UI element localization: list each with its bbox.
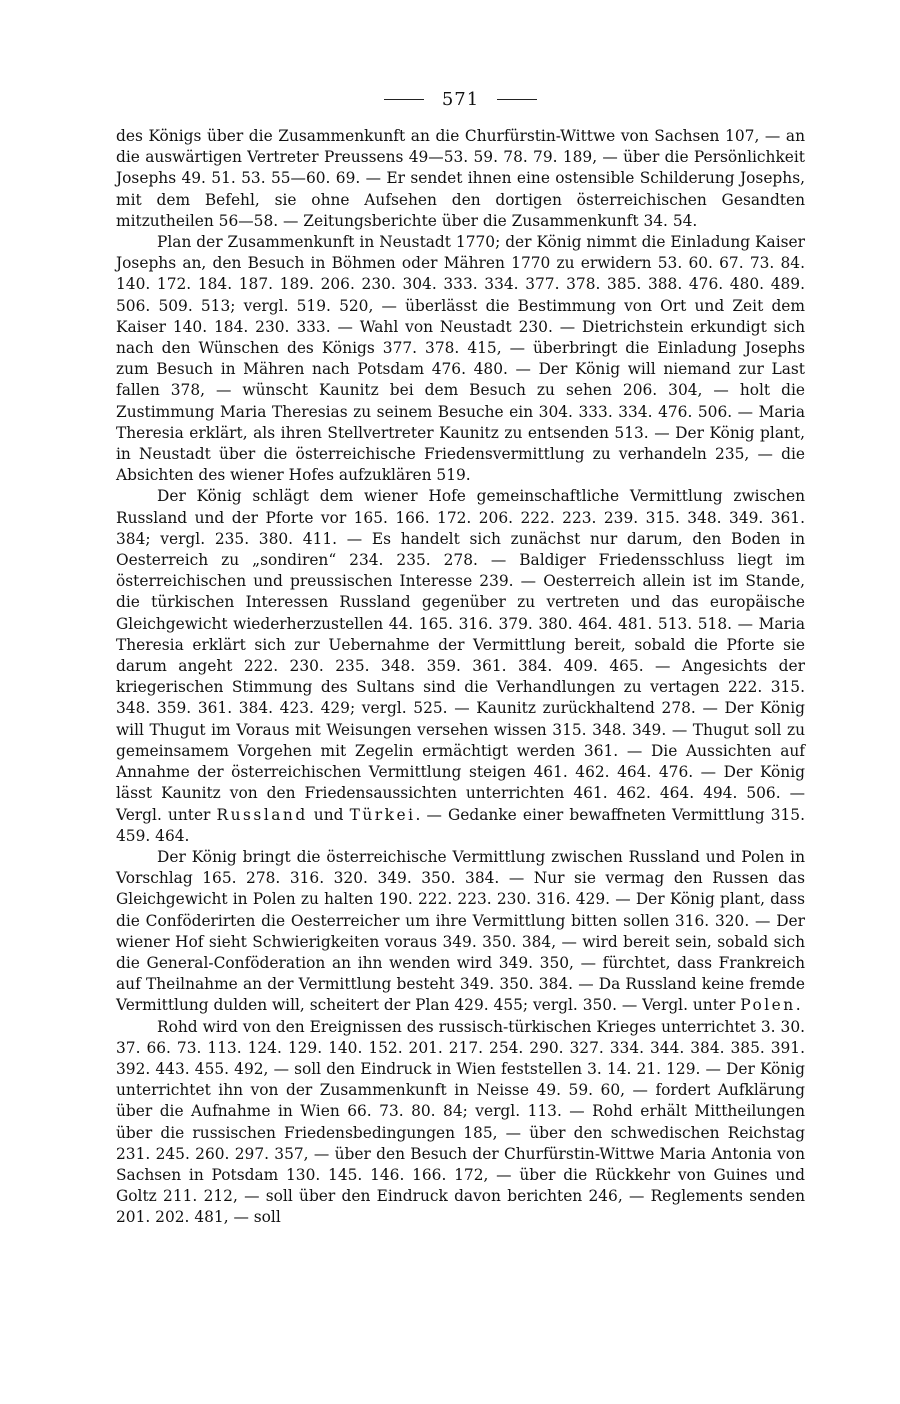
cross-reference: Türkei	[349, 805, 416, 824]
cross-reference: Polen	[740, 996, 796, 1015]
paragraph-text: Der König schlägt dem wiener Hofe gemeinschaftliche Vermittlung zwischen Russland und der Pforte vor 165. 166. 172. 206. 222. 223. 239. 315. 348. 349. 361. 384; vergl. 235. 380. 411. — Es handelt sich zunächst nur darum, den Boden in Oesterreich zu „sondiren“ 234. 235. 278. — Baldiger Friedensschluss liegt im österreichischen und preussischen Interesse 239. — Oesterreich allein ist im Stande, die türkischen Interessen Russland gegenüber zu vertreten und das europäische Gleichgewicht wiederherzustellen 44. 165. 316. 379. 380. 464. 481. 513. 518. — Maria Theresia erklärt sich zur Uebernahme der Vermittlung bereit, sobald die Pforte sie darum angeht 222. 230. 235. 348. 359. 361. 384. 409. 465. — Angesichts der kriegerischen Stimmung des Sultans sind die Verhandlungen zu vertagen 222. 315. 348. 359. 361. 384. 423. 429; vergl. 525. — Kaunitz zurückhaltend 278. — Der König will Thugut im Voraus mit Weisungen versehen wissen 315. 348. 349. — Thugut soll zu gemeinsamem Vorgehen mit Zegelin ermächtigt werden 361. — Die Aussichten auf Annahme der österreichischen Vermittlung steigen 461. 462. 464. 476. — Der König lässt Kaunitz von den Friedensaussichten unterrichten 461. 462. 464. 494. 506. — Vergl. unter	[116, 487, 805, 824]
header-rule-left	[384, 99, 424, 100]
cross-reference: Russland	[216, 805, 308, 824]
page-number: 571	[441, 88, 480, 110]
paragraph-text: .	[795, 996, 801, 1015]
index-paragraph: Plan der Zusammenkunft in Neustadt 1770; der König nimmt die Einladung Kaiser Josephs an, den Besuch in Böhmen oder Mähren 1770 zu erwidern 53. 60. 67. 73. 84. 140. 172. 184. 187. 189. 206. 230. 304. 333. 334. 377. 378. 385. 388. 476. 480. 489. 506. 509. 513; vergl. 519. 520, — überlässt die Bestimmung von Ort und Zeit dem Kaiser 140. 184. 230. 333. — Wahl von Neustadt 230. — Dietrichstein erkundigt sich nach den Wünschen des Königs 377. 378. 415, — überbringt die Einladung Josephs zum Besuch in Mähren nach Potsdam 476. 480. — Der König will niemand zur Last fallen 378, — wünscht Kaunitz bei dem Besuch zu sehen 206. 304, — holt die Zustimmung Maria Theresias zu seinem Besuche ein 304. 333. 334. 476. 506. — Maria Theresia erklärt, als ihren Stellvertreter Kaunitz zu entsenden 513. — Der König plant, in Neustadt über die österreichische Friedensvermittlung zu verhandeln 235, — die Absichten des wiener Hofes aufzuklären 519.	[116, 233, 805, 485]
page-header	[116, 78, 805, 120]
paragraph-text: Der König bringt die österreichische Vermittlung zwischen Russland und Polen in Vorschlag 165. 278. 316. 320. 349. 350. 384. — Nur sie vermag den Russen das Gleichgewicht in Polen zu halten 190. 222. 223. 230. 316. 429. — Der König plant, dass die Conföderirten die Oesterreicher um ihre Vermittlung bitten sollen 316. 320. — Der wiener Hof sieht Schwierigkeiten voraus 349. 350. 384, — wird bereit sein, sobald sich die General-Conföderation an ihn wenden wird 349. 350, — fürchtet, dass Frankreich auf Theilnahme an der Vermittlung besteht 349. 350. 384. — Da Russland keine fremde Vermittlung dulden will, scheitert der Plan 429. 455; vergl. 350. — Vergl. unter	[116, 847, 805, 1015]
index-paragraph	[116, 847, 805, 1017]
header-rule-right	[497, 99, 537, 100]
index-paragraph: Rohd wird von den Ereignissen des russisch-türkischen Krieges unterrichtet 3. 30. 37. 66. 73. 113. 124. 129. 140. 152. 201. 217. 254. 290. 327. 334. 344. 384. 385. 391. 392. 443. 455. 492, — soll den Eindruck in Wien feststellen 3. 14. 21. 129. — Der König unterrichtet ihn von der Zusammenkunft in Neisse 49. 59. 60, — fordert Aufklärung über die Aufnahme in Wien 66. 73. 80. 84; vergl. 113. — Rohd erhält Mittheilungen über die russischen Friedensbedingungen 185, — über den schwedischen Reichstag 231. 245. 260. 297. 357, — über den Besuch der Churfürstin-Wittwe Maria Antonia von Sachsen in Potsdam 130. 145. 146. 166. 172, — über die Rückkehr von Guines und Goltz 211. 212, — soll über den Eindruck davon berichten 246, — Reglements senden 201. 202. 481, — soll	[116, 1017, 805, 1227]
paragraph-text: und	[307, 805, 350, 824]
paragraph-text: . — Gedanke einer bewaffneten Vermittlung 315. 459. 464.	[116, 805, 805, 845]
index-body	[116, 126, 805, 1229]
index-paragraph: des Königs über die Zusammenkunft an die Churfürstin-Wittwe von Sachsen 107, — an die auswärtigen Vertreter Preussens 49—53. 59. 78. 79. 189, — über die Persönlichkeit Josephs 49. 51. 53. 55—60. 69. — Er sendet ihnen eine ostensible Schilderung Josephs, mit dem Befehl, sie ohne Aufsehen den dortigen österreichischen Gesandten mitzutheilen 56—58. — Zeitungsberichte über die Zusammenkunft 34. 54.	[116, 127, 805, 230]
index-paragraph	[116, 486, 805, 846]
